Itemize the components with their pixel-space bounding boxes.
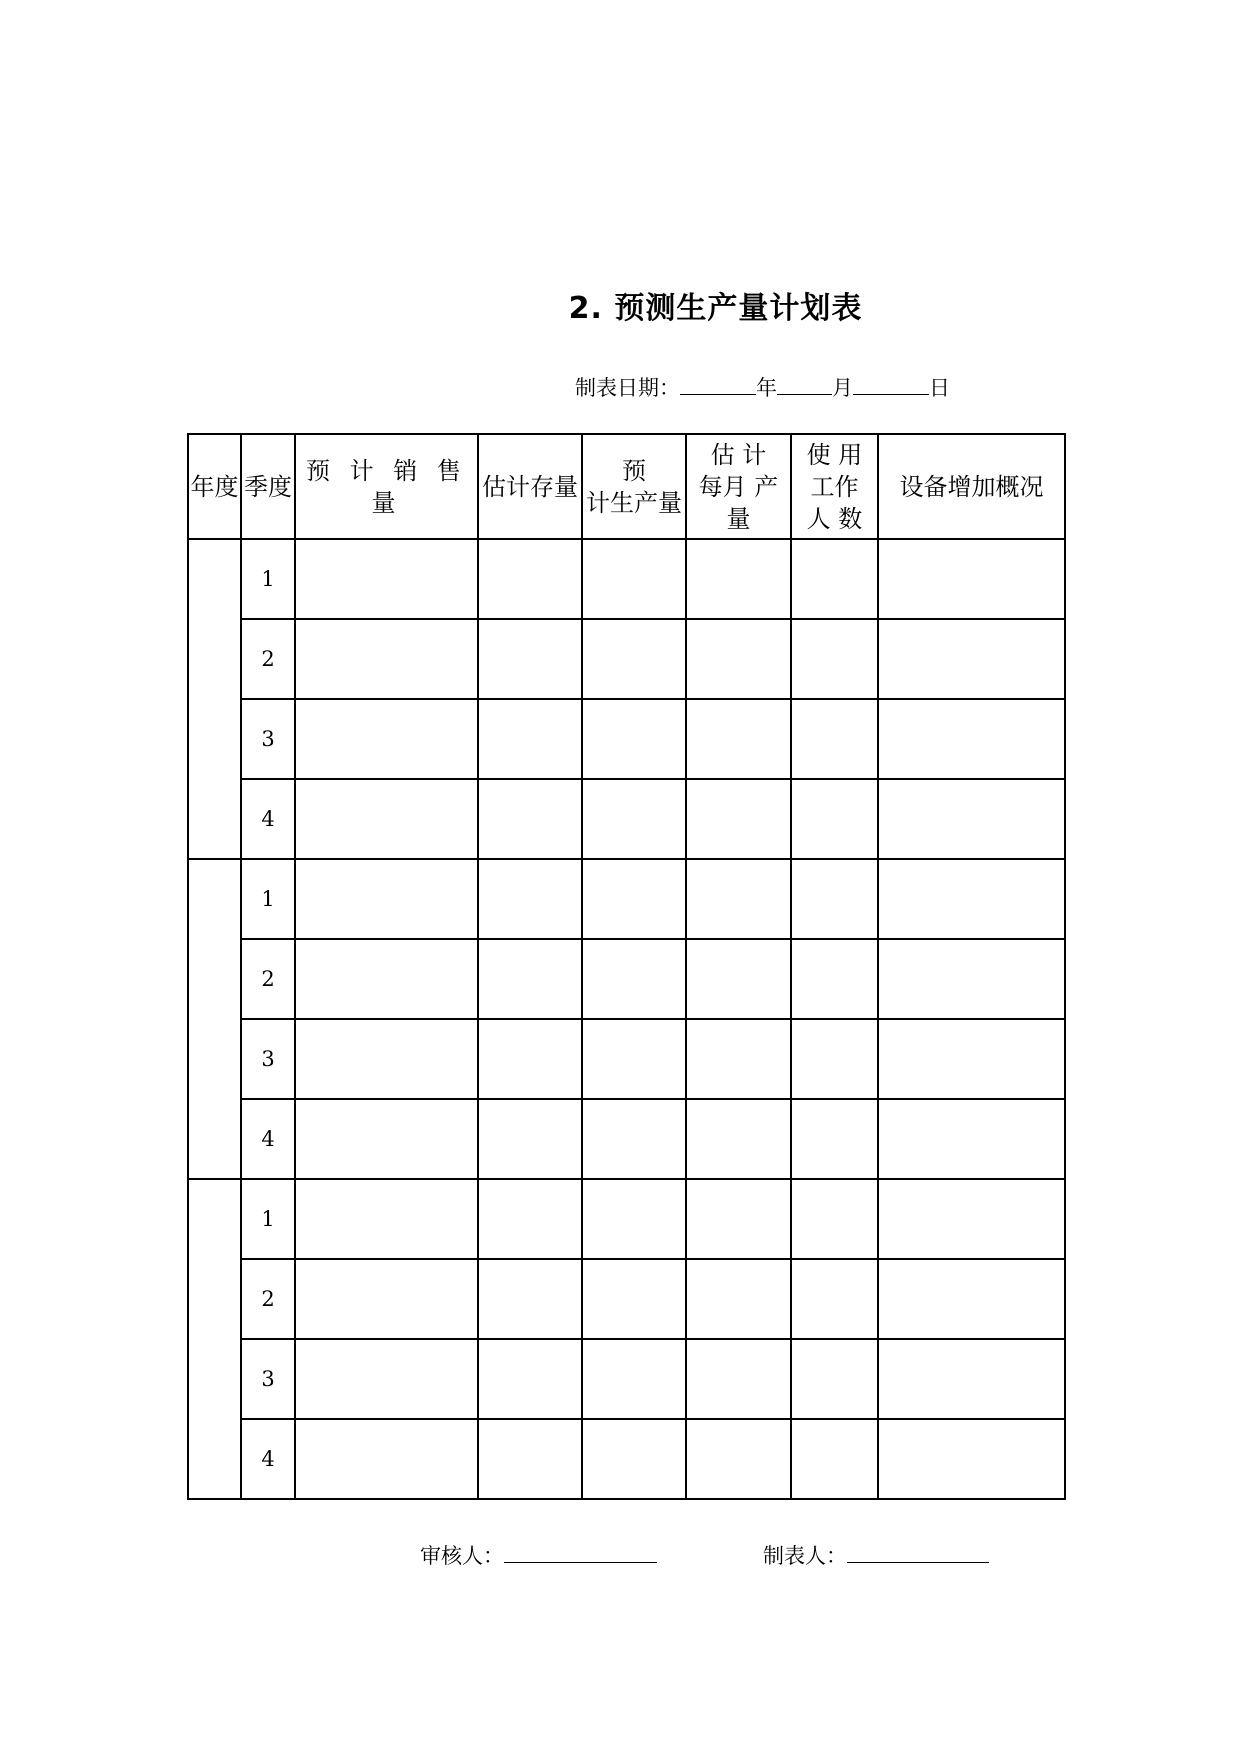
forecast-sales-cell[interactable] [295,859,478,939]
monthly-output-cell[interactable] [686,779,791,859]
quarter-cell: 4 [241,1099,295,1179]
quarter-cell: 2 [241,939,295,1019]
forecast-production-cell[interactable] [582,619,686,699]
forecast-production-cell[interactable] [582,1259,686,1339]
forecast-production-cell[interactable] [582,779,686,859]
table-row [188,619,1065,699]
equipment-cell[interactable] [878,619,1065,699]
forecast-production-cell[interactable] [582,1099,686,1179]
quarter-cell: 2 [241,619,295,699]
monthly-output-cell[interactable] [686,1419,791,1499]
estimated-stock-cell[interactable] [478,539,582,619]
monthly-output-cell[interactable] [686,1339,791,1419]
equipment-cell[interactable] [878,1179,1065,1259]
table-row [188,939,1065,1019]
monthly-output-cell[interactable] [686,1179,791,1259]
workers-cell[interactable] [791,699,878,779]
month-label: 月 [832,376,853,400]
forecast-sales-cell[interactable] [295,1419,478,1499]
table-row [188,779,1065,859]
estimated-stock-cell[interactable] [478,859,582,939]
forecast-production-cell[interactable] [582,1419,686,1499]
forecast-production-cell[interactable] [582,539,686,619]
estimated-stock-cell[interactable] [478,619,582,699]
monthly-output-cell[interactable] [686,699,791,779]
header-forecast-sales: 预 计 销 售 量 [295,434,478,539]
table-header-row [188,434,1065,539]
reviewer-blank[interactable] [504,1544,657,1563]
monthly-output-cell[interactable] [686,1259,791,1339]
year-blank[interactable] [680,376,756,395]
quarter-cell: 3 [241,1339,295,1419]
workers-cell[interactable] [791,1019,878,1099]
forecast-sales-cell[interactable] [295,619,478,699]
workers-cell[interactable] [791,539,878,619]
monthly-output-cell[interactable] [686,939,791,1019]
table-row [188,1019,1065,1099]
forecast-production-cell[interactable] [582,859,686,939]
equipment-cell[interactable] [878,1259,1065,1339]
header-estimated-stock: 估计存量 [478,434,582,539]
estimated-stock-cell[interactable] [478,939,582,1019]
estimated-stock-cell[interactable] [478,1339,582,1419]
table-row [188,1179,1065,1259]
day-label: 日 [929,376,950,400]
table-row [188,1259,1065,1339]
monthly-output-cell[interactable] [686,1099,791,1179]
reviewer-line [420,1540,657,1570]
workers-cell[interactable] [791,779,878,859]
year-cell[interactable] [188,1179,241,1499]
year-label: 年 [756,376,777,400]
forecast-sales-cell[interactable] [295,939,478,1019]
maker-label: 制表人： [763,1544,847,1568]
quarter-cell: 1 [241,539,295,619]
equipment-cell[interactable] [878,1339,1065,1419]
date-line [575,372,950,402]
quarter-cell: 3 [241,1019,295,1099]
monthly-output-cell[interactable] [686,539,791,619]
maker-line [763,1540,989,1570]
forecast-production-cell[interactable] [582,699,686,779]
equipment-cell[interactable] [878,1019,1065,1099]
forecast-sales-cell[interactable] [295,1339,478,1419]
estimated-stock-cell[interactable] [478,1419,582,1499]
forecast-production-cell[interactable] [582,1339,686,1419]
production-plan-table [187,433,1066,1500]
forecast-sales-cell[interactable] [295,539,478,619]
forecast-production-cell[interactable] [582,1019,686,1099]
date-label: 制表日期： [575,376,680,400]
estimated-stock-cell[interactable] [478,699,582,779]
equipment-cell[interactable] [878,859,1065,939]
header-forecast-production: 预 计生产量 [582,434,686,539]
forecast-sales-cell[interactable] [295,1019,478,1099]
month-blank[interactable] [777,376,832,395]
table-row [188,1339,1065,1419]
table-row [188,1099,1065,1179]
header-workers: 使 用 工作 人 数 [791,434,878,539]
reviewer-label: 审核人： [420,1544,504,1568]
workers-cell[interactable] [791,939,878,1019]
workers-cell[interactable] [791,619,878,699]
equipment-cell[interactable] [878,1419,1065,1499]
workers-cell[interactable] [791,1259,878,1339]
quarter-cell: 1 [241,1179,295,1259]
table-row [188,699,1065,779]
workers-cell[interactable] [791,859,878,939]
equipment-cell[interactable] [878,539,1065,619]
estimated-stock-cell[interactable] [478,1259,582,1339]
quarter-cell: 4 [241,1419,295,1499]
forecast-sales-cell[interactable] [295,1099,478,1179]
quarter-cell: 2 [241,1259,295,1339]
table-row [188,539,1065,619]
monthly-output-cell[interactable] [686,619,791,699]
day-blank[interactable] [853,376,929,395]
header-monthly-output: 估 计 每月 产 量 [686,434,791,539]
equipment-cell[interactable] [878,699,1065,779]
workers-cell[interactable] [791,1419,878,1499]
forecast-production-cell[interactable] [582,1179,686,1259]
workers-cell[interactable] [791,1339,878,1419]
quarter-cell: 3 [241,699,295,779]
page-title: 2. 预测生产量计划表 [568,291,863,326]
estimated-stock-cell[interactable] [478,1099,582,1179]
estimated-stock-cell[interactable] [478,1179,582,1259]
equipment-cell[interactable] [878,779,1065,859]
forecast-production-cell[interactable] [582,939,686,1019]
header-equipment: 设备增加概况 [878,434,1065,539]
year-cell[interactable] [188,539,241,859]
forecast-sales-cell[interactable] [295,699,478,779]
equipment-cell[interactable] [878,1099,1065,1179]
maker-blank[interactable] [847,1544,989,1563]
workers-cell[interactable] [791,1099,878,1179]
header-quarter: 季度 [241,434,295,539]
table-row [188,859,1065,939]
year-cell[interactable] [188,859,241,1179]
estimated-stock-cell[interactable] [478,779,582,859]
workers-cell[interactable] [791,1179,878,1259]
forecast-sales-cell[interactable] [295,1179,478,1259]
quarter-cell: 1 [241,859,295,939]
quarter-cell: 4 [241,779,295,859]
estimated-stock-cell[interactable] [478,1019,582,1099]
forecast-sales-cell[interactable] [295,779,478,859]
equipment-cell[interactable] [878,939,1065,1019]
forecast-sales-cell[interactable] [295,1259,478,1339]
monthly-output-cell[interactable] [686,1019,791,1099]
table-row [188,1419,1065,1499]
monthly-output-cell[interactable] [686,859,791,939]
header-year: 年度 [188,434,241,539]
